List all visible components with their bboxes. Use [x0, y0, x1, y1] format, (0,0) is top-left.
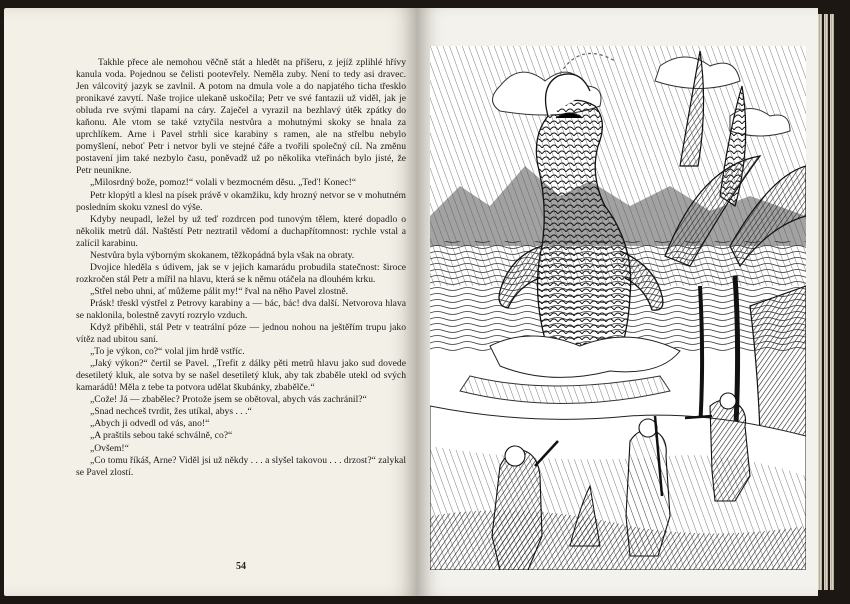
paragraph: „Abych ji odvedl od vás, ano!“	[90, 418, 210, 430]
paragraph: „To je výkon, co?“ volal jim hrdě vstříc.	[90, 346, 245, 358]
paragraph: Takhle přece ale nemohou věčně stát a hledět na příšeru, z jejíž zplihlé hřívy kanula voda. Pojednou se čelisti pootevřely. Neměla zuby. Není to tedy asi dravec. Jen válcovitý jazyk se zavlnil. A potom na dmula vole a do napjatého ticha třesklo pronikavé zavytí. Naše trojice ulekaně uskočila; Petr ve své fantazii už viděl, jak je obluda rve svými tlapami na cáry. Zaječel a vyrazil na bezhlavý útěk zpátky do kaňonu. Ale vtom se také vztyčila nestvůra a mohutnými skoky se hnala za uprchlíkem. Arne i Pavel strhli sice karabiny s ramen, ale na střelbu nebylo pomyšlení, neboť Petr i netvor byli ve stejné čáře a tvořili společný cíl. Na změnu postavení jim také nezbylo času, poněvadž už po několika vteřinách bylo jisté, že Petr neunikne.	[76, 57, 406, 177]
paragraph: „Snad nechceš tvrdit, žes utíkal, abys . . .“	[90, 406, 252, 418]
paragraph: „Střel nebo uhni, ať můžeme pálit my!“ řval na něho Pavel zlostně.	[90, 285, 348, 297]
page-number: 54	[236, 561, 246, 572]
paragraph: „Co tomu říkáš, Arne? Viděl jsi už někdy . . . a slyšel takovou . . . drzost?“ zalykal se Pavel zlostí.	[76, 454, 406, 478]
left-page	[4, 8, 418, 596]
right-page	[418, 8, 818, 596]
paragraph: Prásk! třeskl výstřel z Petrovy karabiny a — bác, bác! dva další. Netvorova hlava se naklonila, bolestně zavytí rozrylo vzduch.	[76, 297, 406, 321]
paragraph: „Jaký výkon?“ čertil se Pavel. „Trefit z dálky pěti metrů hlavu jako sud dovede desetiletý kluk, ale sotva by se našel desetiletý kluk, aby tak zbaběle utekl od svých kamarádů! Měla z tebe ta potvora udělat škubánky, zbabělče.“	[76, 358, 406, 394]
ink-illustration	[430, 46, 806, 570]
page-stack-edge	[818, 14, 822, 590]
paragraph: Kdyby neupadl, ležel by už teď rozdrcen pod tunovým tělem, které dopadlo o několik metrů dál. Naštěstí Petr neztratil vědomí a duchapřítomnost: rychle vstal a zalícil karabinu.	[76, 213, 406, 249]
body-text	[76, 57, 406, 479]
page-stack-edge	[830, 14, 834, 590]
paragraph: Nestvůra byla výborným skokanem, těžkopádná byla však na obraty.	[90, 249, 355, 261]
paragraph: „A praštils sebou také schválně, co?“	[90, 430, 233, 442]
paragraph: Petr klopýtl a klesl na písek právě v okamžiku, kdy hrozný netvor se v mohutném posledním skoku vznesl do výše.	[76, 189, 406, 213]
paragraph: „Cože! Já — zbabělec? Protože jsem se obětoval, abych vás zachránil?“	[90, 394, 367, 406]
paragraph: „Milosrdný bože, pomoz!“ volali v bezmocném děsu. „Teď! Konec!“	[90, 177, 357, 189]
paragraph: Dvojice hleděla s údivem, jak se v jejich kamarádu probudila statečnost: široce rozkročen stál Petr a mířil na hlavu, která se k němu otáčela na dlouhém krku.	[76, 261, 406, 285]
page-stack-edge	[824, 14, 828, 590]
paragraph: Když přiběhli, stál Petr v teatrální póze — jednou nohou na ještěřím trupu jako vítěz nad ubitou saní.	[76, 322, 406, 346]
paragraph: „Ovšem!“	[90, 442, 129, 454]
